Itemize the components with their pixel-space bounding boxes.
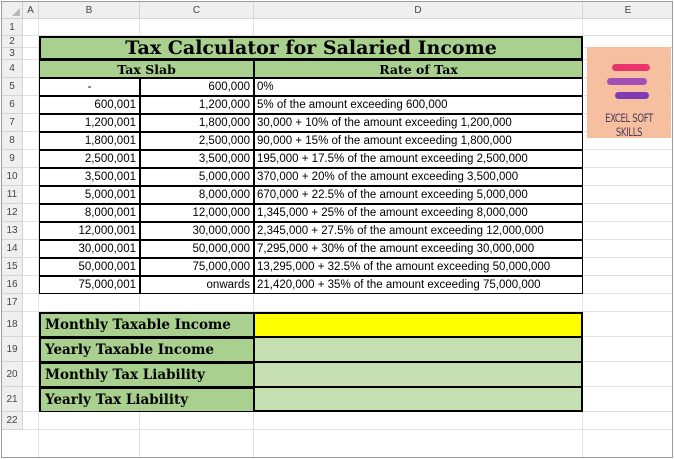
row-header-7[interactable]: 7 (2, 114, 23, 132)
row-header-20[interactable]: 20 (2, 362, 23, 387)
slab-from-cell[interactable]: 3,500,001 (39, 168, 140, 186)
slab-to-cell[interactable]: 75,000,000 (140, 258, 254, 276)
header-rate-of-tax[interactable]: Rate of Tax (254, 60, 583, 78)
slab-from-cell[interactable]: 2,500,001 (39, 150, 140, 168)
select-all-corner[interactable] (2, 2, 23, 19)
slab-from-cell[interactable]: 1,200,001 (39, 114, 140, 132)
slab-to-cell[interactable]: 2,500,000 (140, 132, 254, 150)
slab-to-cell[interactable]: onwards (140, 276, 254, 294)
logo-bar-pink (612, 64, 650, 71)
monthly-tax-liability-label[interactable]: Monthly Tax Liability (39, 362, 254, 387)
monthly-taxable-income-input[interactable] (254, 312, 583, 337)
slab-from-cell[interactable]: 12,000,001 (39, 222, 140, 240)
slab-rate-cell[interactable]: 5% of the amount exceeding 600,000 (254, 96, 583, 114)
row-header-11[interactable]: 11 (2, 186, 23, 204)
slab-from-cell[interactable]: 50,000,001 (39, 258, 140, 276)
slab-from-cell[interactable]: 75,000,001 (39, 276, 140, 294)
slab-rate-cell[interactable]: 13,295,000 + 32.5% of the amount exceeding 50,000,000 (254, 258, 583, 276)
slab-rate-cell[interactable]: 7,295,000 + 30% of the amount exceeding 30,000,000 (254, 240, 583, 258)
slab-rate-cell[interactable]: 90,000 + 15% of the amount exceeding 1,800,000 (254, 132, 583, 150)
row-header-14[interactable]: 14 (2, 240, 23, 258)
row-header-3[interactable]: 3 (2, 48, 23, 60)
column-header-b[interactable]: B (39, 2, 140, 19)
slab-rate-cell[interactable]: 195,000 + 17.5% of the amount exceeding 2,500,000 (254, 150, 583, 168)
logo-bar-purple (607, 78, 647, 85)
table-title[interactable]: Tax Calculator for Salaried Income (39, 36, 583, 60)
slab-to-cell[interactable]: 3,500,000 (140, 150, 254, 168)
slab-to-cell[interactable]: 1,200,000 (140, 96, 254, 114)
monthly-taxable-income-label[interactable]: Monthly Taxable Income (39, 312, 254, 337)
slab-rate-cell[interactable]: 30,000 + 10% of the amount exceeding 1,200,000 (254, 114, 583, 132)
slab-from-cell[interactable]: 600,001 (39, 96, 140, 114)
excel-soft-skills-logo (587, 47, 671, 138)
slab-from-cell[interactable]: 1,800,001 (39, 132, 140, 150)
row-header-22[interactable]: 22 (2, 412, 23, 430)
row-header-17[interactable]: 17 (2, 294, 23, 312)
slab-from-cell[interactable]: 5,000,001 (39, 186, 140, 204)
slab-from-cell[interactable]: - (39, 78, 140, 96)
slab-rate-cell[interactable]: 370,000 + 20% of the amount exceeding 3,500,000 (254, 168, 583, 186)
row-header-15[interactable]: 15 (2, 258, 23, 276)
slab-to-cell[interactable]: 1,800,000 (140, 114, 254, 132)
row-header-16[interactable]: 16 (2, 276, 23, 294)
slab-rate-cell[interactable]: 0% (254, 78, 583, 96)
row-header-18[interactable]: 18 (2, 312, 23, 337)
logo-text: EXCEL SOFT SKILLS (605, 111, 653, 139)
monthly-tax-liability-input[interactable] (254, 362, 583, 387)
row-header-1[interactable]: 1 (2, 19, 23, 36)
row-header-13[interactable]: 13 (2, 222, 23, 240)
column-header-d[interactable]: D (254, 2, 583, 19)
row-header-10[interactable]: 10 (2, 168, 23, 186)
yearly-taxable-income-label[interactable]: Yearly Taxable Income (39, 337, 254, 362)
row-header-2[interactable]: 2 (2, 36, 23, 48)
slab-rate-cell[interactable]: 1,345,000 + 25% of the amount exceeding 8,000,000 (254, 204, 583, 222)
yearly-tax-liability-label[interactable]: Yearly Tax Liability (39, 387, 254, 412)
row-header-9[interactable]: 9 (2, 150, 23, 168)
gridline (23, 429, 672, 430)
row-header-6[interactable]: 6 (2, 96, 23, 114)
row-header-19[interactable]: 19 (2, 337, 23, 362)
yearly-tax-liability-input[interactable] (254, 387, 583, 412)
column-header-a[interactable]: A (23, 2, 39, 19)
logo-bar-violet (615, 92, 649, 99)
slab-from-cell[interactable]: 30,000,001 (39, 240, 140, 258)
slab-rate-cell[interactable]: 21,420,000 + 35% of the amount exceeding 75,000,000 (254, 276, 583, 294)
slab-from-cell[interactable]: 8,000,001 (39, 204, 140, 222)
row-header-8[interactable]: 8 (2, 132, 23, 150)
slab-to-cell[interactable]: 8,000,000 (140, 186, 254, 204)
row-header-21[interactable]: 21 (2, 387, 23, 412)
slab-rate-cell[interactable]: 670,000 + 22.5% of the amount exceeding 5,000,000 (254, 186, 583, 204)
column-header-c[interactable]: C (140, 2, 254, 19)
slab-to-cell[interactable]: 12,000,000 (140, 204, 254, 222)
row-header-4[interactable]: 4 (2, 60, 23, 78)
slab-rate-cell[interactable]: 2,345,000 + 27.5% of the amount exceeding 12,000,000 (254, 222, 583, 240)
slab-to-cell[interactable]: 600,000 (140, 78, 254, 96)
yearly-taxable-income-input[interactable] (254, 337, 583, 362)
slab-to-cell[interactable]: 5,000,000 (140, 168, 254, 186)
row-header-5[interactable]: 5 (2, 78, 23, 96)
slab-to-cell[interactable]: 30,000,000 (140, 222, 254, 240)
column-header-e[interactable]: E (583, 2, 673, 19)
header-tax-slab[interactable]: Tax Slab (39, 60, 254, 78)
row-header-12[interactable]: 12 (2, 204, 23, 222)
slab-to-cell[interactable]: 50,000,000 (140, 240, 254, 258)
spreadsheet-grid[interactable] (1, 1, 673, 458)
